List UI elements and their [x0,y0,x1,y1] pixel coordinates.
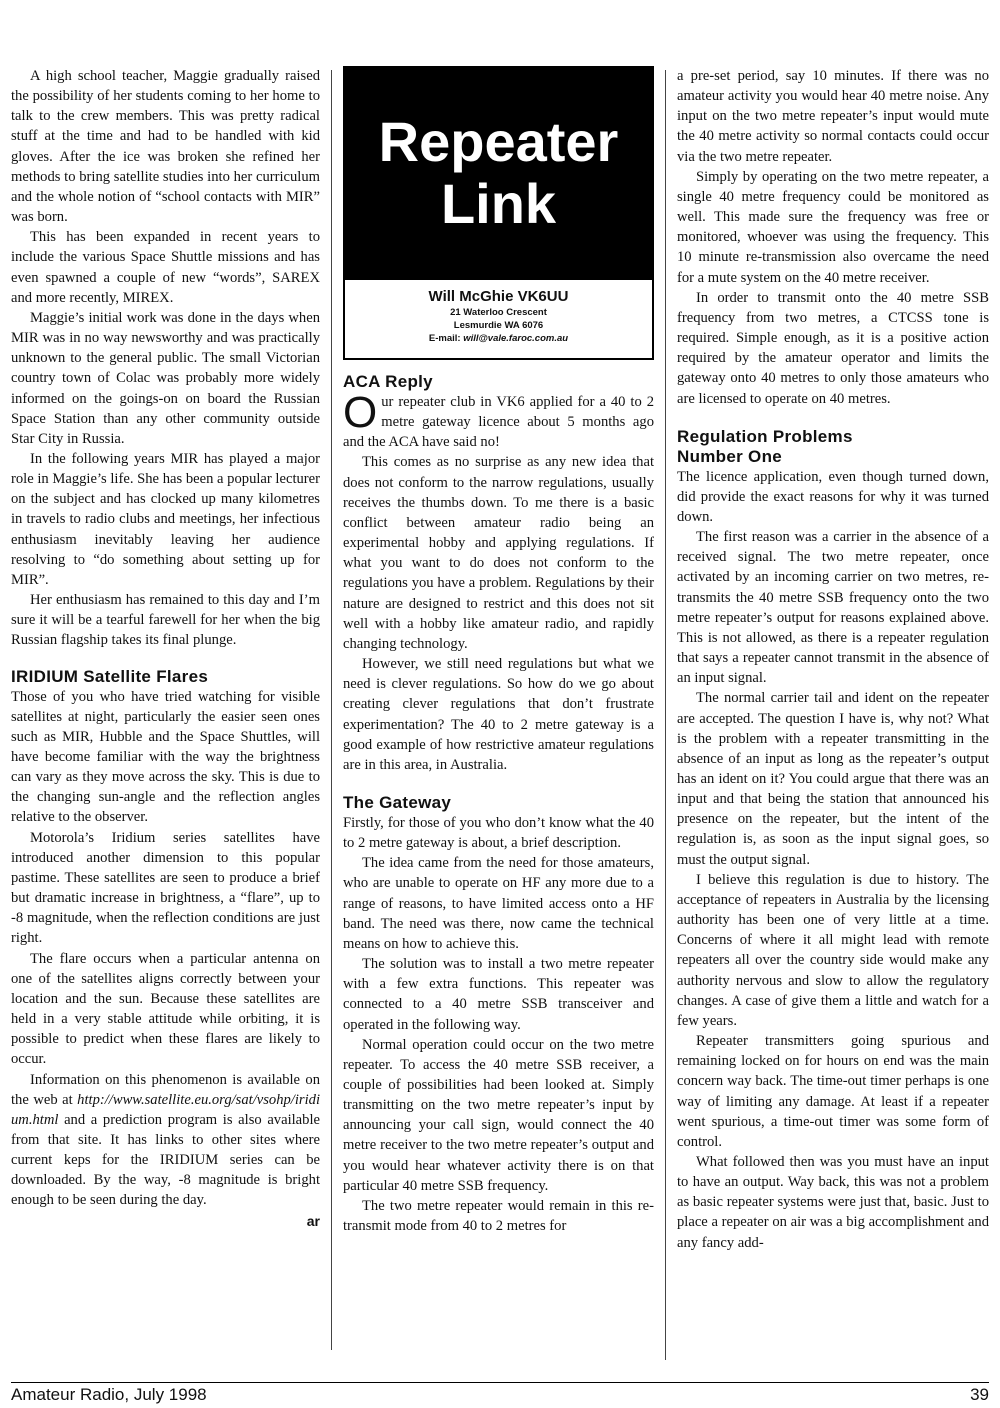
author-email [345,332,652,345]
paragraph: Those of you who have tried watching for visible satellites at night, particularly the easier seen ones such as MIR, Hubble and the Space Shuttles, will have become familiar with the way the brightness can vary as they move across the sky. This is due to the changing sun-angle and the reflection angles relative to the observer. [11,688,320,826]
paragraph: Normal operation could occur on the two metre repeater. To access the 40 metre SSB receiver, a couple of possibilities had been looked at. Simply transmitting on the two metre repeater’s input by announcing your call sign, would connect the 40 metre receiver to the two metre repeater’s output and you would hear whatever activity there is on that particular 40 metre SSB frequency. [343,1036,654,1194]
page-footer [11,1382,989,1405]
paragraph: Her enthusiasm has remained to this day and I’m sure it will be a tearful farewell for her when the big Russian flagship takes its final plunge. [11,592,320,649]
paragraph: I believe this regulation is due to history. The acceptance of repeaters in Australia by the licensing authority has been one of very little at a time. Concerns of where it all might lead with remote repeaters all over the country side would make any authority nervous and slow to allow the regulatory changes. A case of give them a little and watch for a few years. [677,871,989,1029]
column-banner [343,66,654,280]
author-name: Will McGhie VK6UU [428,288,569,305]
email-address: will@vale.faroc.com.au [463,333,569,344]
paragraph: Motorola’s Iridium series satellites have introduced another dimension to this popular pastime. These satellites are seen to produce a brief but dramatic increase in brightness, a “flare”, up to -8 magnitude, when the reflection conditions are just right. [11,829,320,947]
paragraph: In order to transmit onto the 40 metre SSB frequency from two metres, a CTCSS tone is required. Simple enough, as it is a positive action required by the amateur operator and limits the gateway onto 40 metres to only those amateurs who are licensed to operate on 40 metres. [677,289,989,407]
text: and a prediction program is also available from that site. It has links to other sites where current keps for the IRIDIUM series can be downloaded. By the way, -8 magnitude is bright enough to be seen during the day. [11,1111,320,1209]
text: ur repeater club in VK6 applied for a 40 to 2 metre gateway licence about 5 months ago and the ACA have said no! [343,394,654,451]
page-number: 39 [970,1385,989,1404]
iridium-url: http://www.satellite.eu.org/sat/vsohp/iridium.html [11,1091,320,1128]
paragraph: Maggie’s initial work was done in the days when MIR was in no way newsworthy and was practically unknown to the general public. The small Victorian country town of Colac was probably more widely informed on the goings-on on board the Russian Space Station than any other community outside Star City in Russia. [11,309,320,447]
drop-cap: O [343,388,378,437]
end-mark: ar [306,1212,320,1229]
paragraph: The solution was to install a two metre repeater with a few extra functions. This repeater was connected to a 40 metre SSB transceiver and operated in the following way. [343,956,654,1033]
author-address-line2: Lesmurdie WA 6076 [453,320,544,331]
paragraph: A high school teacher, Maggie gradually raised the possibility of her students coming to her home to talk to the crew members. This was pretty radical stuff at the time and had to be handled with kid gloves. After the ice was broken she refined her methods to bring satellite studies into her curriculum and the whole notion of “school contacts with MIR” was born. [11,68,320,226]
paragraph: In the following years MIR has played a major role in Maggie’s life. She has been a popular lecturer on the subject and has clocked up many kilometres in travels to radio clubs and meetings, her infectious enthusiasm inevitably leaving her audience resolving to “do something about setting up for MIR”. [11,450,320,588]
banner-title-line1: Repeater [378,110,619,173]
paragraph: The two metre repeater would remain in this re-transmit mode from 40 to 2 metres for [343,1197,654,1235]
column-divider [331,70,332,1350]
paragraph: The idea came from the need for those amateurs, who are unable to operate on HF any more due to a range of reasons, to have limited access onto a HF band. The need was there, now came the technical means on how to achieve this. [343,855,654,952]
paragraph: Repeater transmitters going spurious and remaining locked on for hours on end was the main concern way back. The time-out timer perhaps is one way of limiting any damage. At least if a repeater went spurious, a time-out timer was some form of control. [677,1033,989,1150]
section-heading-regulation [677,427,989,467]
paragraph: What followed then was you must have an input to have an output. Way back, this was not a problem as basic repeater systems were just that, basic. Just to place a repeater on air was a big accomplishment and any fancy add- [677,1153,989,1251]
section-heading-aca-reply: ACA Reply [343,372,433,391]
column-1 [11,66,320,1231]
section-heading-gateway: The Gateway [343,792,452,812]
paragraph: The first reason was a carrier in the absence of a received signal. The two metre repeater, once activated by an incoming carrier on two metres, re-transmits the 40 metre SSB frequency onto the two metre repeater’s output for reasons explained above. This is not allowed, as there is a repeater regulation that says a repeater cannot transmit in the absence of an input signal. [677,529,989,687]
paragraph: Simply by operating on the two metre repeater, a single 40 metre frequency could be monitored as well. This made sure the frequency was free or monitored, whoever was using the frequency. This 10 minute re-transmission also overcame the need for a mute system on the 40 metre receiver. [677,168,989,286]
paragraph: This comes as no surprise as any new idea that does not conform to the narrow regulations, usually receives the thumbs down. To me there is a basic conflict between amateur radio being an experimental hobby and applying regulations. If what you want to do does not conform to the regulations you have a problem. Regulations by their nature are designed to restrict and this does not sit well with a hobby like amateur radio, and rapidly changing technology. [343,454,654,652]
paragraph [343,388,654,452]
paragraph: a pre-set period, say 10 minutes. If there was no amateur activity you would hear 40 metre noise. Any input on the two metre repeater’s input would mute the 40 metre activity so normal contacts could occur via the two metre repeater. [677,68,989,165]
paragraph: However, we still need regulations but what we need is clever regulations. So how do we go about creating clever regulations that don’t frustrate experimentation? The 40 to 2 metre gateway is a good example of how restrictive amateur regulations are in this area, in Australia. [343,656,654,773]
banner-title-line2: Link [440,172,557,235]
email-label: E-mail: [428,333,464,344]
column-3 [677,66,989,1253]
author-address-line1: 21 Waterloo Crescent [450,307,547,318]
paragraph: The licence application, even though turned down, did provide the exact reasons for why it was turned down. [677,468,989,525]
text: Information on this phenomenon is available on the web at [11,1071,320,1108]
column-2 [343,66,654,1236]
author-box [343,280,654,360]
publication-info: Amateur Radio, July 1998 [11,1385,207,1404]
paragraph [11,1070,320,1211]
heading-line2: Number One [677,446,783,466]
column-divider [665,70,666,1360]
paragraph: The normal carrier tail and ident on the repeater are accepted. The question I have is, why not? What is the problem with a repeater transmitting in the absence of an input as long as the repeater’s output has an ident on it? You could argue that there was an input and that being the station that announced his presence on the repeater, but the intent of the regulation is, as soon as the input signal goes, so must the output signal. [677,690,989,868]
paragraph: This has been expanded in recent years to include the various Space Shuttle missions and has even spawned a couple of new “words”, SAREX and more recently, MIREX. [11,229,320,306]
section-heading-iridium: IRIDIUM Satellite Flares [11,666,209,686]
paragraph: The flare occurs when a particular antenna on one of the satellites aligns correctly between your location and the sun. Because these satellites are held in a very stable attitude while orbiting, it is possible to predict when these flares are likely to occur. [11,950,320,1068]
heading-line1: Regulation Problems [677,426,853,446]
paragraph: Firstly, for those of you who don’t know what the 40 to 2 metre gateway is about, a brief description. [343,814,654,852]
